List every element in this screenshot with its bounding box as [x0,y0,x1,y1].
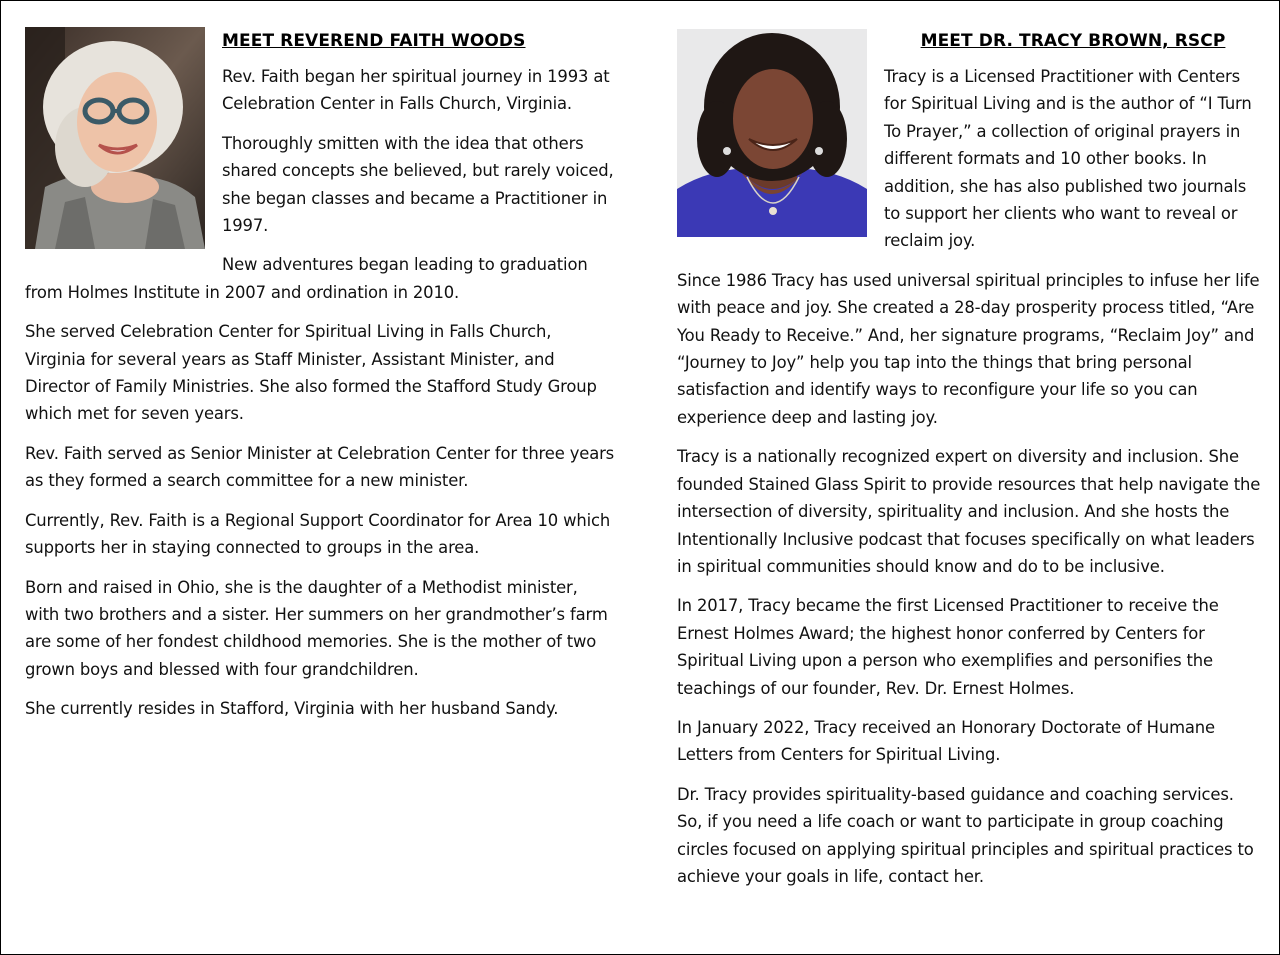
tracy-brown-photo [677,29,867,237]
tracy-brown-portrait-image [677,29,867,237]
tracy-paragraph-3: Tracy is a nationally recognized expert on diversity and inclusion. She founded Stained Glass Spirit to provide resources that help navigate the intersection of diversity, spirituality and inclusion. And she hosts the Intentionally Inclusive podcast that focuses specifically on what leaders in spiritual communities should know and do to be inclusive. [677,447,1261,576]
faith-woods-heading: MEET REVEREND FAITH WOODS [222,31,526,51]
tracy-paragraph-6: Dr. Tracy provides spirituality-based guidance and coaching services. So, if you need a life coach or want to participate in group coaching circles focused on applying spiritual principles and spiritual practices to achieve your goals in life, contact her. [677,784,1254,886]
faith-paragraph-8: She currently resides in Stafford, Virginia with her husband Sandy. [25,699,559,719]
faith-paragraph-6: Currently, Rev. Faith is a Regional Support Coordinator for Area 10 which supports her in staying connected to groups in the area. [25,510,611,558]
tracy-paragraph-2: Since 1986 Tracy has used universal spiritual principles to infuse her life with peace and joy. She created a 28-day prosperity process titled, “Are You Ready to Receive.” And, her signature programs, “Reclaim Joy” and “Journey to Joy” help you tap into the things that bring personal satisfaction and identify ways to reconfigure your life so you can experience deep and lasting joy. [677,270,1260,427]
faith-paragraph-5: Rev. Faith served as Senior Minister at Celebration Center for three years as they formed a search committee for a new minister. [25,443,615,491]
faith-paragraph-3: New adventures began leading to graduation from Holmes Institute in 2007 and ordination in 2010. [25,255,588,302]
tracy-paragraph-1: Tracy is a Licensed Practitioner with Centers for Spiritual Living and is the author of “I Turn To Prayer,” a collection of original prayers in different formats and 10 other books. In addition, she has also published two journals to support her clients who want to reveal or reclaim joy. [884,67,1252,251]
tracy-brown-heading: MEET DR. TRACY BROWN, RSCP [920,31,1226,51]
faith-woods-portrait-image [25,27,205,249]
tracy-paragraph-4: In 2017, Tracy became the first Licensed Practitioner to receive the Ernest Holmes Award; the highest honor conferred by Centers for Spiritual Living upon a person who exemplifies and personifies the teachings of our founder, Rev. Dr. Ernest Holmes. [677,596,1219,698]
faith-woods-photo [25,27,205,249]
faith-paragraph-1: Rev. Faith began her spiritual journey in 1993 at Celebration Center in Falls Church, Virginia. [222,67,610,114]
faith-paragraph-7: Born and raised in Ohio, she is the daughter of a Methodist minister, with two brothers and a sister. Her summers on her grandmother’s farm are some of her fondest childhood memories. She is the mother of two grown boys and blessed with four grandchildren. [25,577,608,679]
tracy-paragraph-5: In January 2022, Tracy received an Honorary Doctorate of Humane Letters from Centers for Spiritual Living. [677,717,1215,765]
faith-paragraph-2: Thoroughly smitten with the idea that others shared concepts she believed, but rarely voiced, she began classes and became a Practitioner in 1997. [222,133,614,236]
faith-woods-section [25,27,615,735]
faith-paragraph-4: She served Celebration Center for Spiritual Living in Falls Church, Virginia for several years as Staff Minister, Assistant Minister, and Director of Family Ministries. She also formed the Stafford Study Group which met for seven years. [25,322,597,424]
tracy-brown-section [677,27,1262,902]
